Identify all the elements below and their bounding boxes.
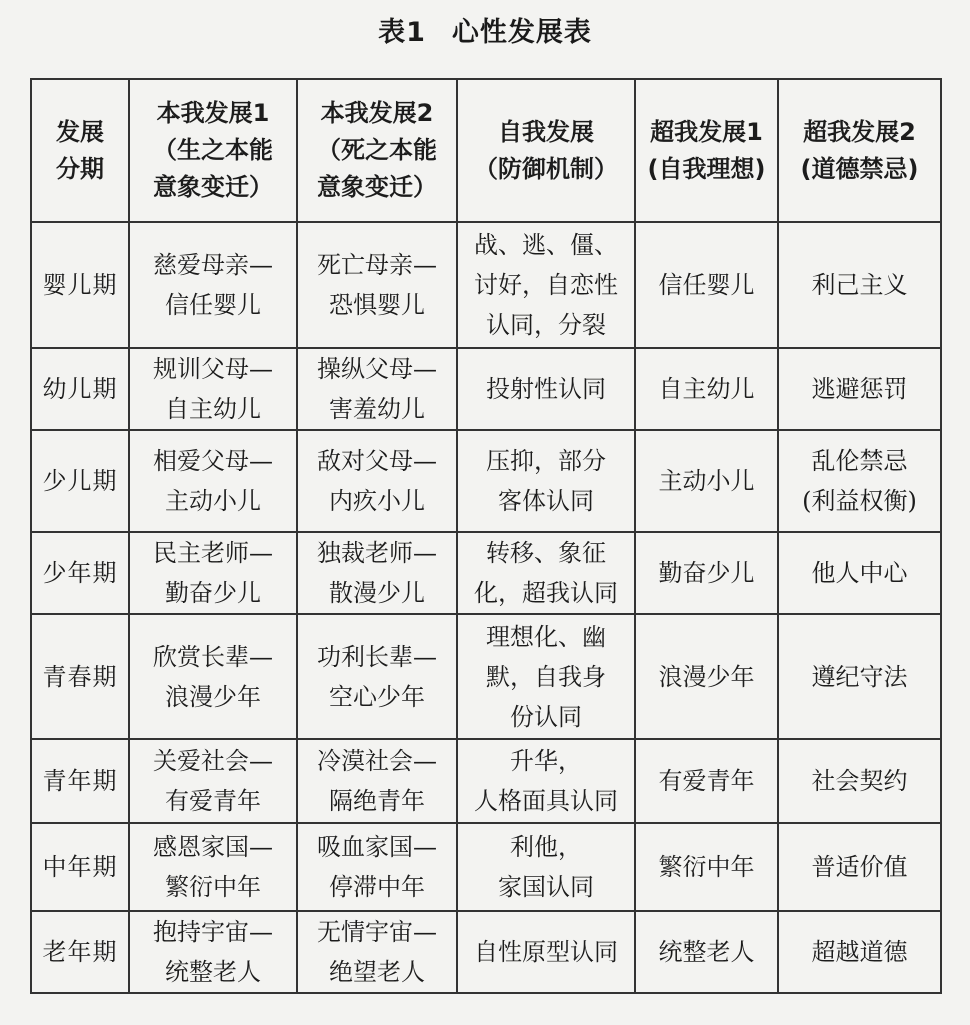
id-development-1-cell [129,348,297,430]
header-line: （防御机制） [474,154,618,183]
header-line: 本我发展1 [156,99,270,127]
cell-line: 散漫少儿 [329,579,425,607]
cell-line: 繁衍中年 [658,853,755,881]
superego-development-1-cell [635,911,778,993]
cell-line: 社会契约 [811,767,908,795]
ego-development-cell [457,823,635,911]
header-line: 发展 [56,117,104,146]
superego-development-2-cell [778,823,941,911]
header-line: 本我发展2 [320,99,434,127]
superego-development-2-cell [778,348,941,430]
id-development-1-cell [129,614,297,739]
header-superego-2 [778,79,941,222]
header-line: (道德禁忌) [800,154,919,183]
table-row [31,222,941,348]
superego-development-2-cell [778,532,941,614]
ego-development-cell [457,911,635,993]
cell-line: 繁衍中年 [165,873,261,901]
cell-line: 遵纪守法 [811,662,908,691]
cell-line: 信任婴儿 [658,271,755,299]
ego-development-cell [457,430,635,532]
cell-line: 浪漫少年 [165,682,261,711]
id-development-2-cell [297,532,457,614]
period-cell: 少年期 [31,532,129,614]
period-cell: 幼儿期 [31,348,129,430]
period-cell: 青年期 [31,739,129,823]
ego-development-cell [457,739,635,823]
id-development-2-cell [297,614,457,739]
superego-development-1-cell [635,532,778,614]
cell-line: 恐惧婴儿 [329,291,425,319]
period-cell: 少儿期 [31,430,129,532]
id-development-1-cell [129,430,297,532]
ego-development-cell [457,222,635,348]
superego-development-2-cell [778,614,941,739]
header-line: 分期 [56,154,104,183]
id-development-1-cell [129,739,297,823]
cell-line: 压抑，部分 [486,447,606,475]
cell-line: 吸血家国— [317,833,437,861]
cell-line: 空心少年 [329,682,425,711]
cell-line: 战、逃、僵、 [474,231,618,259]
cell-line: 份认同 [510,702,582,731]
cell-line: 默，自我身 [486,662,606,691]
cell-line: 自主幼儿 [658,375,755,403]
header-period [31,79,129,222]
cell-line: 绝望老人 [329,958,425,986]
superego-development-1-cell [635,348,778,430]
cell-line: 停滞中年 [329,873,425,901]
id-development-2-cell [297,823,457,911]
id-development-2-cell [297,348,457,430]
id-development-2-cell [297,222,457,348]
cell-line: 有爱青年 [165,787,261,815]
superego-development-1-cell [635,614,778,739]
cell-line: 逃避惩罚 [811,375,908,403]
superego-development-2-cell [778,222,941,348]
id-development-2-cell [297,911,457,993]
ego-development-cell [457,348,635,430]
cell-line: 超越道德 [811,938,908,966]
cell-line: 统整老人 [165,958,261,986]
superego-development-1-cell [635,739,778,823]
table-row [31,739,941,823]
cell-line: 普适价值 [811,853,908,881]
id-development-1-cell [129,222,297,348]
cell-line: 冷漠社会— [317,747,437,775]
table-row [31,430,941,532]
cell-line: 统整老人 [658,938,755,966]
cell-line: 认同，分裂 [486,311,606,339]
cell-line: 主动小儿 [165,487,261,515]
header-line: 超我发展2 [803,117,916,146]
table-body [31,222,941,993]
table-row [31,614,941,739]
period-cell: 中年期 [31,823,129,911]
header-id-2 [297,79,457,222]
table-row [31,348,941,430]
cell-line: 相爱父母— [153,447,273,475]
table-row [31,532,941,614]
superego-development-2-cell [778,430,941,532]
cell-line: 利己主义 [811,271,908,299]
cell-line: 投射性认同 [486,375,606,403]
cell-line: 勤奋少儿 [165,579,261,607]
table-title-text: 心性发展表 [451,17,592,48]
id-development-1-cell [129,823,297,911]
header-line: 自我发展 [498,117,594,146]
cell-line: 操纵父母— [317,355,437,383]
cell-line: 主动小儿 [658,467,755,495]
period-cell: 婴儿期 [31,222,129,348]
header-ego [457,79,635,222]
cell-line: 客体认同 [498,487,594,515]
table-title [0,10,970,49]
cell-line: 关爱社会— [153,747,273,775]
cell-line: 隔绝青年 [329,787,425,815]
cell-line: 人格面具认同 [474,787,618,815]
header-line: （死之本能 [317,136,437,164]
cell-line: 理想化、幽 [486,622,606,651]
id-development-2-cell [297,739,457,823]
period-cell: 青春期 [31,614,129,739]
header-line: (自我理想) [647,154,766,183]
cell-line: 家国认同 [498,873,594,901]
cell-line: 功利长辈— [317,642,437,671]
cell-line: 有爱青年 [658,767,755,795]
superego-development-2-cell [778,911,941,993]
header-line: 超我发展1 [650,117,763,146]
cell-line: 死亡母亲— [317,251,437,279]
cell-line: 慈爱母亲— [153,251,273,279]
cell-line: 转移、象征 [486,539,606,567]
cell-line: 民主老师— [153,539,273,567]
table-number: 表1 [378,17,426,48]
cell-line: 自性原型认同 [474,938,618,966]
table-row [31,823,941,911]
cell-line: (利益权衡) [802,487,917,515]
cell-line: 规训父母— [153,355,273,383]
cell-line: 害羞幼儿 [329,395,425,423]
ego-development-cell [457,532,635,614]
cell-line: 欣赏长辈— [153,642,273,671]
id-development-2-cell [297,430,457,532]
cell-line: 信任婴儿 [165,291,261,319]
cell-line: 利他， [510,833,582,861]
cell-line: 化，超我认同 [474,579,618,607]
cell-line: 讨好，自恋性 [474,271,618,299]
cell-line: 抱持宇宙— [153,918,273,946]
ego-development-cell [457,614,635,739]
cell-line: 他人中心 [811,559,908,587]
cell-line: 独裁老师— [317,539,437,567]
header-line: 意象变迁） [317,173,437,201]
superego-development-1-cell [635,222,778,348]
cell-line: 浪漫少年 [658,662,755,691]
period-cell: 老年期 [31,911,129,993]
header-row [31,79,941,222]
superego-development-2-cell [778,739,941,823]
psyche-development-table [30,78,942,994]
cell-line: 乱伦禁忌 [811,447,908,475]
header-line: （生之本能 [153,136,273,164]
id-development-1-cell [129,532,297,614]
cell-line: 内疚小儿 [329,487,425,515]
header-id-1 [129,79,297,222]
superego-development-1-cell [635,823,778,911]
cell-line: 升华， [510,747,582,775]
id-development-1-cell [129,911,297,993]
cell-line: 勤奋少儿 [658,559,755,587]
header-superego-1 [635,79,778,222]
cell-line: 敌对父母— [317,447,437,475]
cell-line: 感恩家国— [153,833,273,861]
header-line: 意象变迁） [153,173,273,201]
superego-development-1-cell [635,430,778,532]
cell-line: 自主幼儿 [165,395,261,423]
table-row [31,911,941,993]
cell-line: 无情宇宙— [317,918,437,946]
